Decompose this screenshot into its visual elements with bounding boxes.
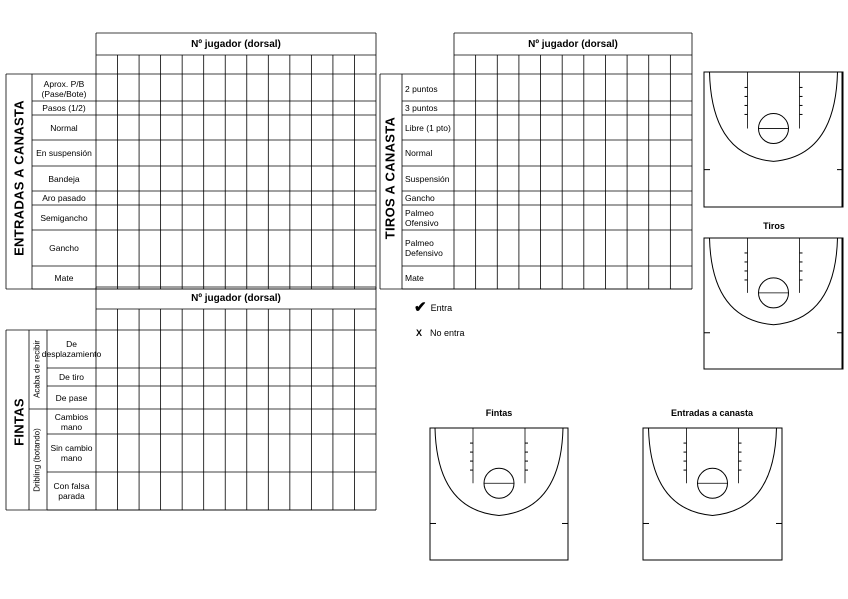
entradas-row-label: Aprox. P/B (Pase/Bote) xyxy=(41,79,87,99)
tiros-row-label: Libre (1 pto) xyxy=(405,122,451,133)
tiros-row-label: 3 puntos xyxy=(405,103,438,113)
entradas-row-label: En suspensión xyxy=(36,148,92,158)
entradas-row-label: Semigancho xyxy=(40,212,88,223)
court-title-tiros: Tiros xyxy=(763,221,785,231)
court-diagram-tiros-top xyxy=(703,71,844,208)
entradas-row-label: Aro pasado xyxy=(42,193,86,203)
tiros-section-title: TIROS A CANASTA xyxy=(382,116,398,240)
tiros-row-label: Palmeo Defensivo xyxy=(405,238,443,258)
entradas-row-label: Normal xyxy=(50,122,78,133)
fintas-row-label: Con falsa parada xyxy=(53,481,90,501)
tiros-row-label: Normal xyxy=(405,148,433,158)
entradas-row-label: Bandeja xyxy=(48,173,80,184)
tiros-row-label: Palmeo Ofensivo xyxy=(405,207,439,228)
court-title-fintas: Fintas xyxy=(485,408,513,418)
tiros-row-label: Mate xyxy=(405,272,424,283)
entradas-row-label: Mate xyxy=(54,272,74,283)
fintas-header-label: Nº jugador (dorsal) xyxy=(191,293,281,304)
fintas-row-label: De tiro xyxy=(58,372,85,382)
entradas-section-title: ENTRADAS A CANASTA xyxy=(11,100,27,256)
tiros-row-label: Suspensión xyxy=(405,173,450,184)
entradas-header-label: Nº jugador (dorsal) xyxy=(191,39,281,50)
fintas-group-dribling: Dribling (botando) xyxy=(32,428,42,492)
tiros-row-label: 2 puntos xyxy=(405,84,438,94)
court-diagram-tiros-bottom xyxy=(703,237,844,370)
tiros-row-label: Gancho xyxy=(405,193,435,203)
fintas-row-label: De pase xyxy=(55,392,88,403)
tiros-header-label: Nº jugador (dorsal) xyxy=(528,39,618,50)
entradas-row-label: Gancho xyxy=(49,243,79,253)
legend-no-entra-label: No entra xyxy=(430,328,465,338)
fintas-row-label: Cambios mano xyxy=(54,411,89,432)
court-diagram-fintas xyxy=(429,427,569,561)
checkmark-icon: ✔ xyxy=(414,299,427,316)
entradas-row-label: Pasos (1/2) xyxy=(42,103,86,113)
legend-entra-label: Entra xyxy=(430,302,453,313)
x-icon: X xyxy=(416,328,423,338)
fintas-row-label: De desplazamiento xyxy=(41,339,102,359)
fintas-row-label: Sin cambio mano xyxy=(50,443,93,463)
court-title-entradas: Entradas a canasta xyxy=(670,408,754,418)
legend-entra xyxy=(414,300,452,315)
fintas-section-title: FINTAS xyxy=(11,398,27,446)
legend-no-entra xyxy=(416,328,465,338)
court-diagram-entradas xyxy=(642,427,783,561)
fintas-group-acaba-recibir: Acaba de recibir xyxy=(32,340,42,398)
